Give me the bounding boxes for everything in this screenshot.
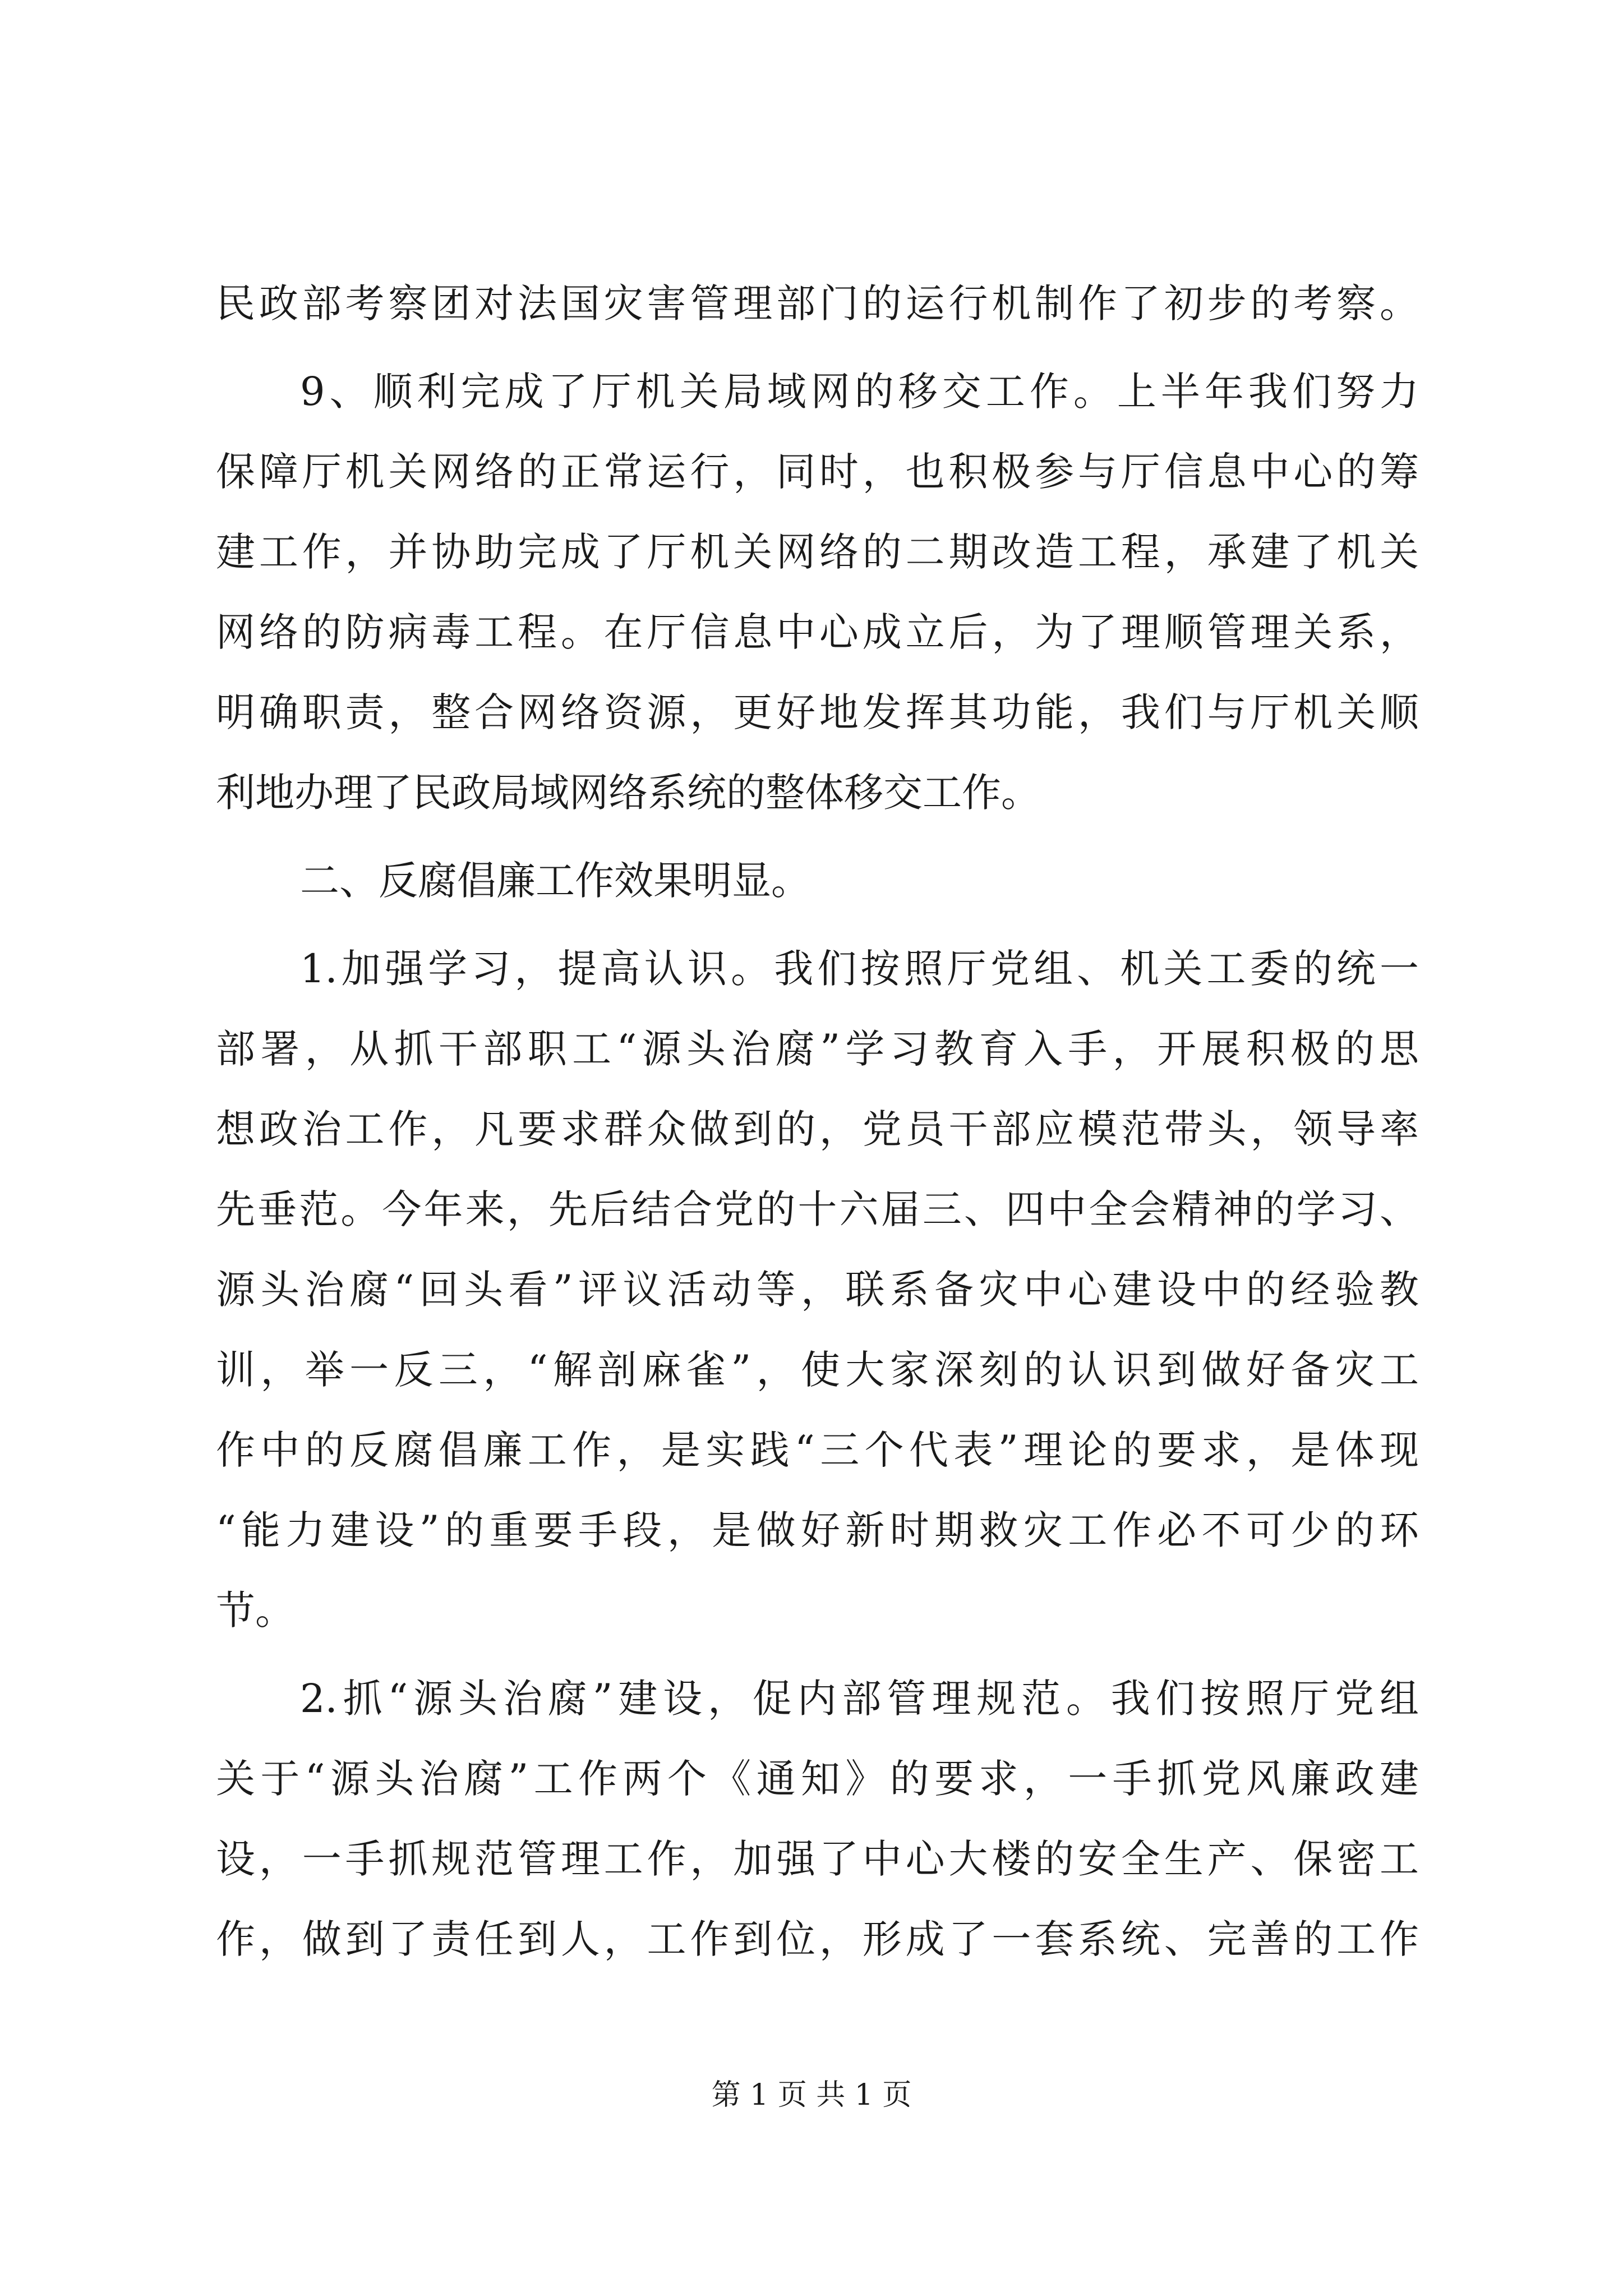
text-line: 建工作，并协助完成了厅机关网络的二期改造工程，承建了机关 xyxy=(216,529,1419,575)
section-heading: 二、反腐倡廉工作效果明显。 xyxy=(300,858,810,904)
text-line: 2.抓“源头治腐”建设，促内部管理规范。我们按照厅党组 xyxy=(300,1676,1419,1722)
text-line: 训，举一反三，“解剖麻雀”，使大家深刻的认识到做好备灾工 xyxy=(216,1347,1419,1393)
text-line: 部署，从抓干部职工“源头治腐”学习教育入手，开展积极的思 xyxy=(216,1026,1419,1072)
text-line: 9、顺利完成了厅机关局域网的移交工作。上半年我们努力 xyxy=(300,369,1419,415)
text-line: “能力建设”的重要手段，是做好新时期救灾工作必不可少的环 xyxy=(216,1507,1419,1553)
text-line: 源头治腐“回头看”评议活动等，联系备灾中心建设中的经验教 xyxy=(216,1267,1419,1313)
text-line: 1.加强学习，提高认识。我们按照厅党组、机关工委的统一 xyxy=(300,946,1419,992)
page-number-footer: 第 1 页 共 1 页 xyxy=(711,2078,912,2112)
text-line: 节。 xyxy=(216,1588,294,1634)
text-line: 明确职责，整合网络资源，更好地发挥其功能，我们与厅机关顺 xyxy=(216,689,1419,735)
text-line: 民政部考察团对法国灾害管理部门的运行机制作了初步的考察。 xyxy=(216,280,1419,326)
text-line: 网络的防病毒工程。在厅信息中心成立后，为了理顺管理关系， xyxy=(216,609,1419,655)
text-line: 关于“源头治腐”工作两个《通知》的要求，一手抓党风廉政建 xyxy=(216,1756,1419,1802)
text-line: 先垂范。今年来，先后结合党的十六届三、四中全会精神的学习、 xyxy=(216,1186,1419,1232)
text-line: 想政治工作，凡要求群众做到的，党员干部应模范带头，领导率 xyxy=(216,1106,1419,1152)
text-line: 利地办理了民政局域网络系统的整体移交工作。 xyxy=(216,770,1040,816)
text-line: 作，做到了责任到人，工作到位，形成了一套系统、完善的工作 xyxy=(216,1916,1419,1962)
text-line: 设，一手抓规范管理工作，加强了中心大楼的安全生产、保密工 xyxy=(216,1836,1419,1882)
text-line: 保障厅机关网络的正常运行，同时，也积极参与厅信息中心的筹 xyxy=(216,449,1419,495)
document-body xyxy=(216,264,1419,1980)
text-line: 作中的反腐倡廉工作，是实践“三个代表”理论的要求，是体现 xyxy=(216,1427,1419,1473)
